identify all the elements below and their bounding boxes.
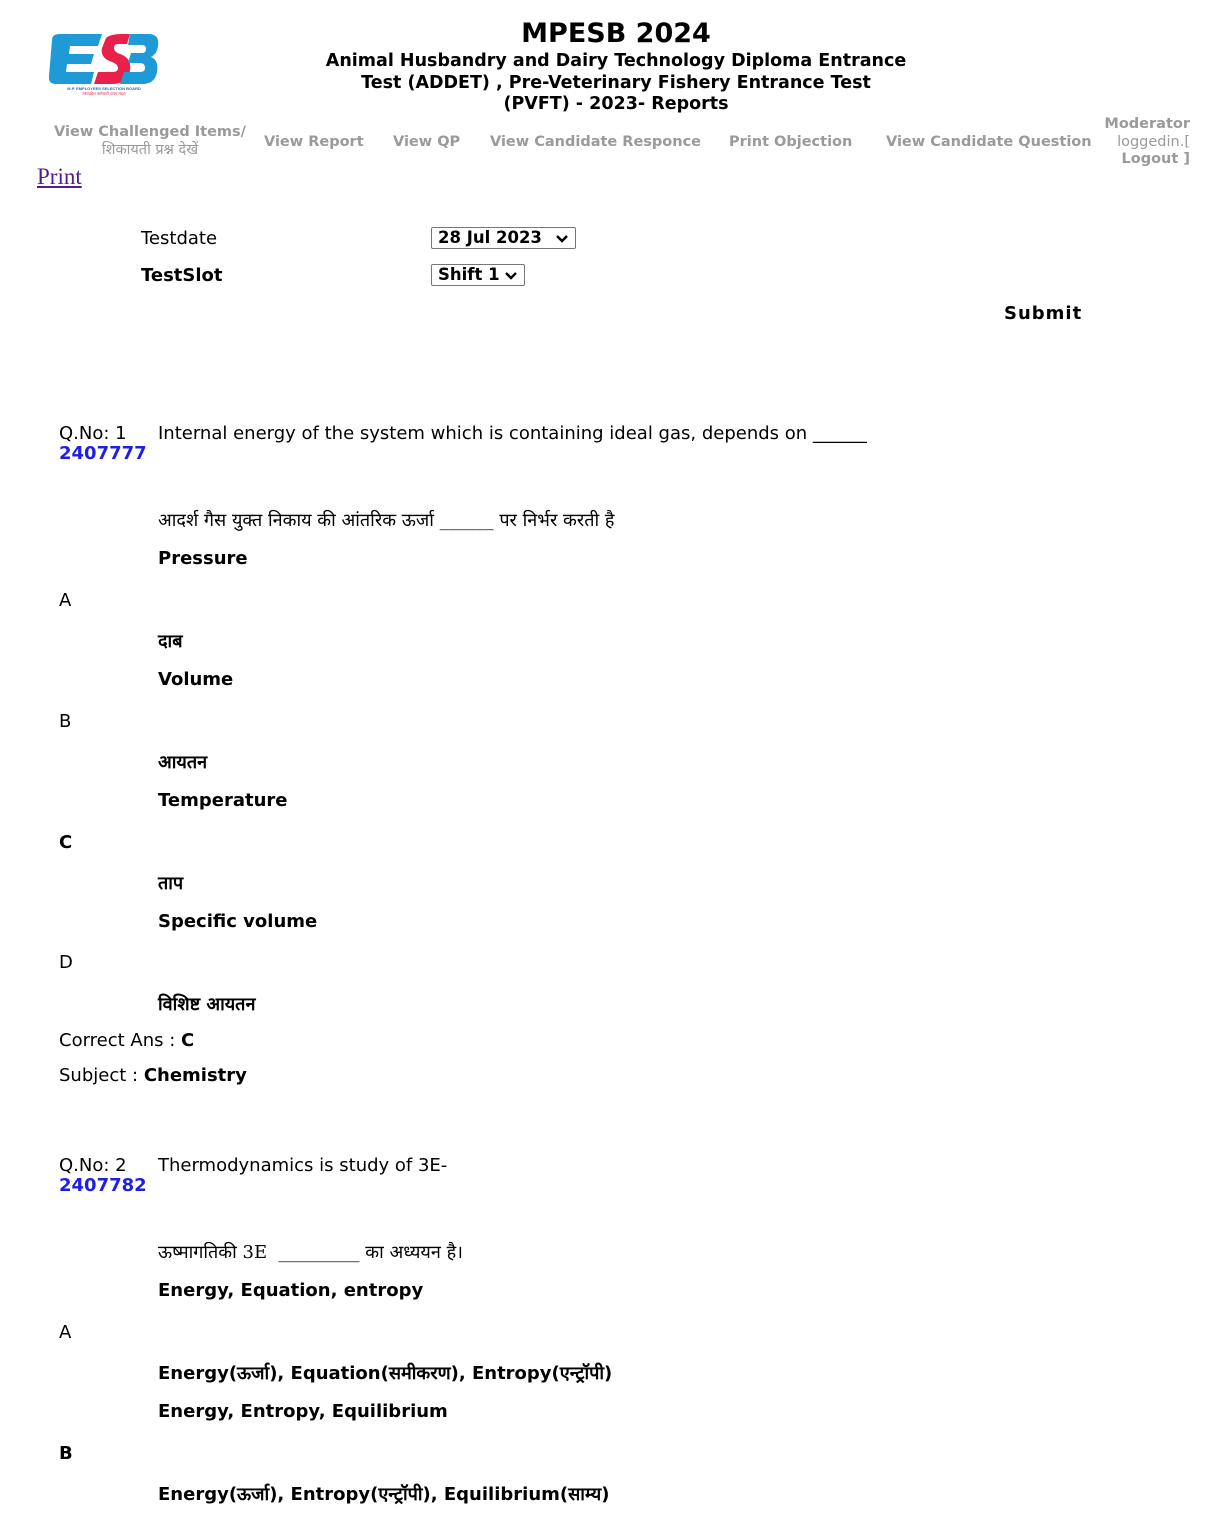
- esb-logo: [48, 32, 160, 96]
- question-text-en: Thermodynamics is study of 3E-: [158, 1155, 448, 1176]
- moderator-status: [1104, 116, 1190, 169]
- subject-label: Subject :: [59, 1065, 139, 1086]
- nav-challenged-label-en: View Challenged Items/: [54, 124, 246, 140]
- option-a-text-hi: दाब: [158, 631, 183, 652]
- subtitle-line-1: Animal Husbandry and Dairy Technology Diploma Entrance: [325, 51, 907, 71]
- option-a-text-en: Energy, Equation, entropy: [158, 1280, 424, 1301]
- subject: [59, 1065, 247, 1086]
- option-d-text-hi: विशिष्ट आयतन: [158, 994, 256, 1015]
- chevron-down-icon: [555, 229, 569, 249]
- option-a-text-en: Pressure: [158, 548, 248, 569]
- nav-challenged-label-hi: शिकायती प्रश्न देखें: [101, 142, 199, 158]
- testdate-label: Testdate: [141, 228, 218, 249]
- correct-answer-value: C: [181, 1030, 195, 1051]
- question-id: 2407777: [59, 443, 147, 464]
- option-d-letter: D: [59, 952, 73, 973]
- question-text-hi: ऊष्मागतिकी 3E _________ का अध्ययन है।: [158, 1242, 463, 1263]
- option-c-text-hi: ताप: [158, 873, 184, 894]
- subject-value: Chemistry: [143, 1065, 247, 1086]
- submit-button[interactable]: Submit: [1004, 303, 1083, 324]
- testdate-value: 28 Jul 2023: [438, 228, 542, 247]
- correct-answer: [59, 1030, 194, 1051]
- option-a-text-hi: Energy(ऊर्जा), Equation(समीकरण), Entropy(एन्ट्रॉपी): [158, 1363, 613, 1384]
- nav-view-candidate-question[interactable]: View Candidate Question: [886, 134, 1092, 150]
- logo-caption-hi: मध्यप्रदेश कर्मचारी चयन मंडल: [82, 91, 126, 96]
- nav-view-candidate-response[interactable]: View Candidate Responce: [490, 134, 702, 150]
- option-b-text-hi: आयतन: [158, 752, 208, 773]
- logo-caption-en: M.P. EMPLOYEES SELECTION BOARD: [67, 86, 141, 91]
- option-d-text-en: Specific volume: [158, 911, 318, 932]
- question-number: Q.No: 2: [59, 1155, 127, 1176]
- correct-answer-label: Correct Ans :: [59, 1030, 176, 1051]
- option-b-letter: B: [59, 711, 72, 732]
- question-id: 2407782: [59, 1175, 147, 1196]
- option-c-letter: C: [59, 832, 73, 853]
- option-a-letter: A: [59, 590, 72, 611]
- testslot-value: Shift 1: [438, 265, 500, 284]
- moderator-label: Moderator: [1104, 116, 1190, 132]
- nav-print-objection[interactable]: Print Objection: [729, 134, 853, 150]
- option-b-letter: B: [59, 1443, 73, 1464]
- testslot-select[interactable]: [431, 264, 525, 286]
- chevron-down-icon: [504, 266, 518, 286]
- nav-view-qp[interactable]: View QP: [393, 134, 461, 150]
- subtitle-line-3: (PVFT) - 2023- Reports: [503, 94, 729, 114]
- option-a-letter: A: [59, 1322, 72, 1343]
- option-b-text-en: Energy, Entropy, Equilibrium: [158, 1401, 448, 1422]
- option-c-text-en: Temperature: [158, 790, 288, 811]
- option-b-text-en: Volume: [158, 669, 234, 690]
- logout-link[interactable]: Logout ]: [1121, 151, 1190, 167]
- subtitle-line-2: Test (ADDET) , Pre-Veterinary Fishery Entrance Test: [361, 72, 871, 93]
- option-b-text-hi: Energy(ऊर्जा), Entropy(एन्ट्रॉपी), Equilibrium(साम्य): [158, 1484, 610, 1505]
- question-text-en: Internal energy of the system which is containing ideal gas, depends on ______: [158, 423, 867, 444]
- page-title: MPESB 2024: [521, 18, 711, 49]
- nav-view-challenged-items[interactable]: [40, 123, 260, 159]
- question-number: Q.No: 1: [59, 423, 127, 444]
- testslot-label: TestSlot: [141, 265, 223, 286]
- print-link[interactable]: Print: [37, 164, 82, 189]
- testdate-select[interactable]: [431, 227, 576, 249]
- loggedin-label: loggedin.[: [1117, 133, 1190, 150]
- page-subtitle: [300, 51, 932, 116]
- question-text-hi: आदर्श गैस युक्त निकाय की आंतरिक ऊर्जा ______ पर निर्भर करती है: [158, 510, 615, 531]
- nav-view-report[interactable]: View Report: [264, 134, 364, 150]
